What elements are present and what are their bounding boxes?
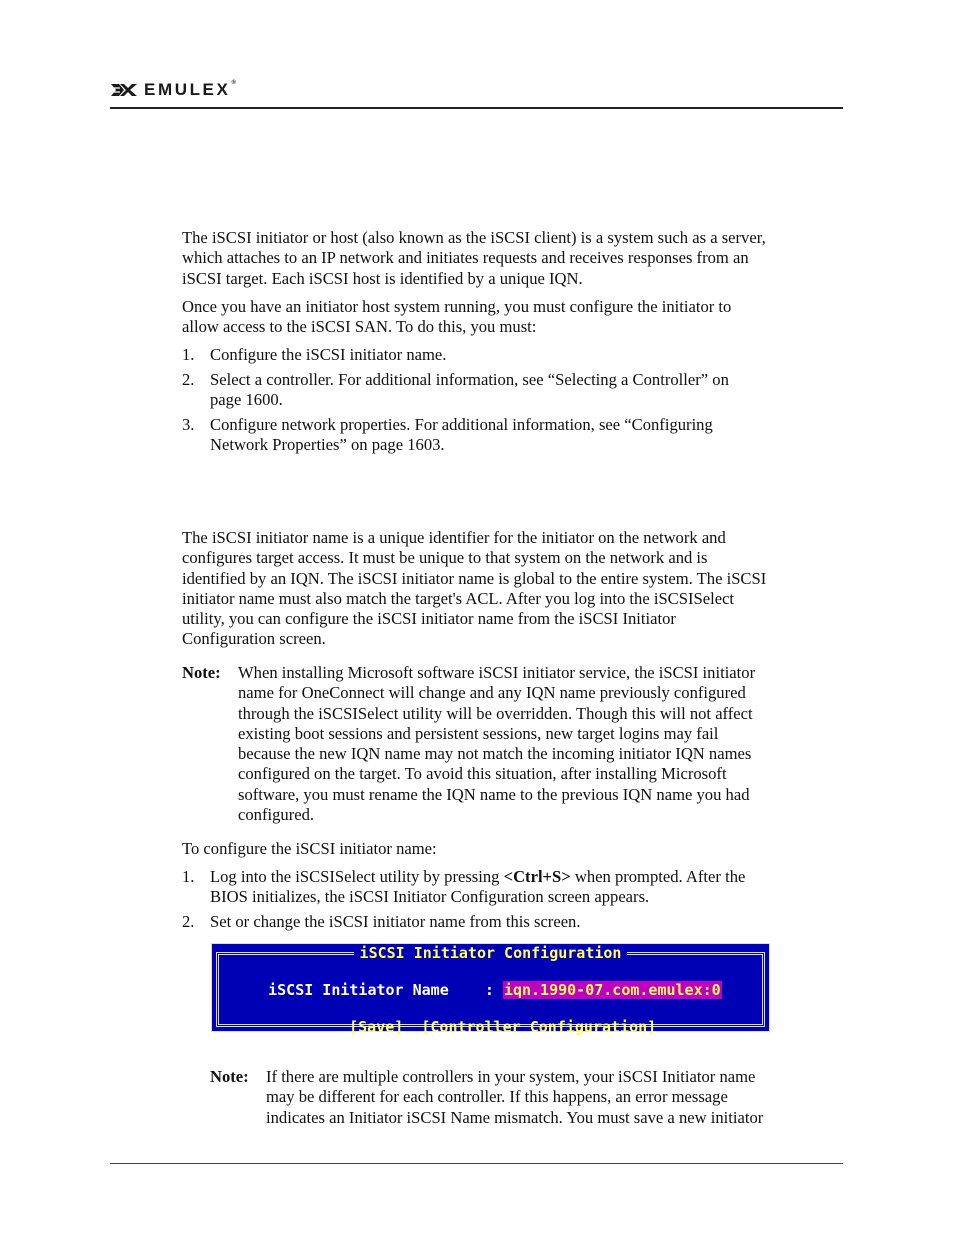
- footer-rule: [110, 1163, 843, 1164]
- initiator-name-paragraph: The iSCSI initiator name is a unique identifier for the initiator on the network and configures target access. It must be unique to that system on the network and is identified by an IQN. The iSCSI initiator name is global to the entire system. The iSCSI initiator name must also match the target's ACL. After you log into the iSCSISelect utility, you can configure the iSCSI initiator name from the iSCSI Initiator Configuration screen.: [182, 528, 767, 649]
- note-text: When installing Microsoft software iSCSI initiator service, the iSCSI initiator name for OneConnect will change and any IQN name previously configured through the iSCSISelect utility will be overridden. Though this will not affect existing boot sessions and persistent sessions, new target logins may fail because the new IQN name may not match the incoming initiator IQN names configured on the target. To avoid this situation, after installing Microsoft software, you must rename the IQN name to the previous IQN name you had configured.: [238, 663, 756, 825]
- intro-paragraph: The iSCSI initiator or host (also known as the iSCSI client) is a system such as a server, which attaches to an IP network and initiates requests and receives responses from an iSCSI target. Each iSCSI host is identified by a unique IQN.: [182, 228, 766, 288]
- note-text: If there are multiple controllers in your system, your iSCSI Initiator name may be different for each controller. If this happens, an error message indicates an Initiator iSCSI Name mismatch. You must save a new initiator: [266, 1067, 764, 1127]
- initiator-name-label: iSCSI Initiator Name :: [268, 981, 503, 999]
- header-rule: [110, 107, 843, 109]
- bios-title: iSCSI Initiator Configuration: [212, 944, 769, 962]
- initiator-name-field[interactable]: iqn.1990-07.com.emulex:0: [503, 981, 721, 999]
- emulex-logo-icon: [110, 82, 138, 98]
- bios-screenshot: [211, 943, 770, 1036]
- procedure-intro: To configure the iSCSI initiator name:: [182, 839, 437, 858]
- bios-button-row: [313, 1000, 656, 1054]
- key-combo: <Ctrl+S>: [503, 867, 571, 886]
- logo-text: EMULEX®: [144, 80, 236, 99]
- save-button[interactable]: [Save]: [349, 1018, 404, 1036]
- note-label: Note:: [182, 663, 221, 682]
- intro-paragraph-2: Once you have an initiator host system running, you must configure the initiator to allow access to the iSCSI SAN. To do this, you must:: [182, 297, 732, 337]
- controller-configuration-button[interactable]: [Controller Configuration]: [421, 1018, 657, 1036]
- emulex-logo: [110, 80, 236, 100]
- note-label: Note:: [210, 1067, 249, 1086]
